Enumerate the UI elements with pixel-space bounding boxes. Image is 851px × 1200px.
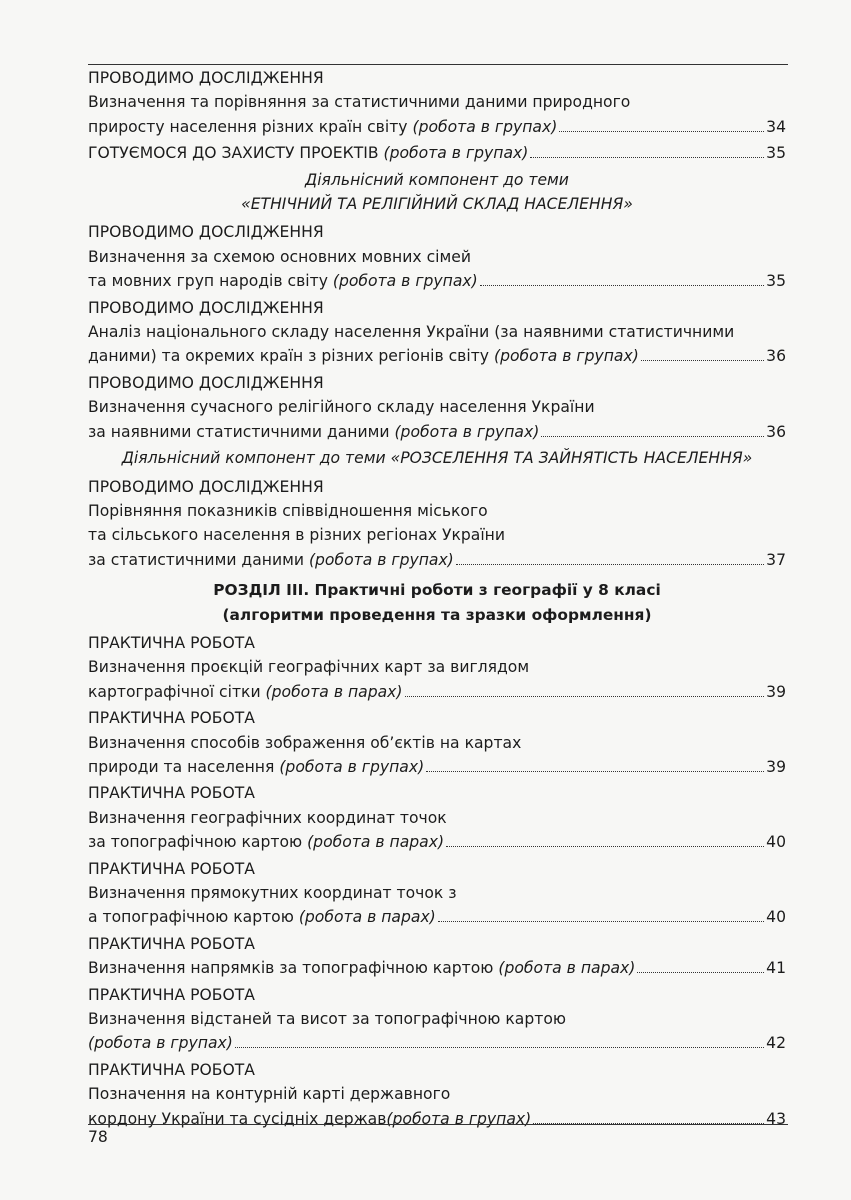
dot-leader <box>426 771 764 772</box>
entry-line: та сільського населення в різних регіонах України <box>88 526 505 545</box>
entry-text <box>88 115 557 139</box>
entry-page-number: 43 <box>766 1109 786 1128</box>
entry-heading: ПРАКТИЧНА РОБОТА <box>88 1060 255 1079</box>
work-format-note: (робота в групах) <box>383 144 529 163</box>
entry-line: Визначення відстаней та висот за топографічною картою <box>88 1010 567 1029</box>
entry-line: Позначення на контурній карті державного <box>88 1085 451 1104</box>
toc-entry <box>88 475 786 573</box>
entry-text <box>88 1107 531 1131</box>
entry-page-number: 36 <box>766 347 786 366</box>
work-format-note: (робота в групах) <box>412 117 558 136</box>
entry-leader-line <box>88 755 786 779</box>
entry-heading: ПРОВОДИМО ДОСЛІДЖЕННЯ <box>88 69 324 87</box>
entry-text <box>88 680 403 704</box>
entry-heading: ПРАКТИЧНА РОБОТА <box>88 709 255 728</box>
entry-leader-line <box>88 905 786 929</box>
entry-page-number: 39 <box>766 757 786 776</box>
entry-text <box>88 344 639 368</box>
toc-entry <box>88 631 786 704</box>
entry-page-number: 42 <box>766 1034 786 1053</box>
entry-page-number: 34 <box>766 117 786 136</box>
entry-title: кордону України та сусідніх держав <box>88 1109 387 1128</box>
entry-title: за топографічною картою <box>88 833 308 852</box>
dot-leader <box>559 131 764 132</box>
entry-line: Визначення способів зображення об’єктів на картах <box>88 733 522 752</box>
entry-text <box>88 1031 233 1055</box>
section-heading <box>88 578 786 627</box>
entry-page-number: 41 <box>766 959 786 978</box>
toc-entry <box>88 1058 786 1131</box>
activity-component-heading <box>88 446 786 470</box>
dot-leader <box>456 564 764 565</box>
page-number: 78 <box>88 1128 108 1146</box>
work-format-note: (робота в групах) <box>332 272 478 291</box>
dot-leader <box>438 921 764 922</box>
entry-leader-line <box>88 115 786 139</box>
entry-line: Визначення сучасного релігійного складу населення України <box>88 398 595 417</box>
entry-line: Визначення географічних координат точок <box>88 808 447 827</box>
entry-text <box>88 548 454 572</box>
work-format-note: (робота в парах) <box>298 908 436 927</box>
entry-text <box>88 956 635 980</box>
entry-title: а топографічною картою <box>88 908 299 927</box>
entry-heading: ПРАКТИЧНА РОБОТА <box>88 859 255 878</box>
entry-heading: ПРОВОДИМО ДОСЛІДЖЕННЯ <box>88 373 324 392</box>
dot-leader <box>405 696 765 697</box>
dot-leader <box>641 360 764 361</box>
entry-page-number: 40 <box>766 908 786 927</box>
toc-entry <box>88 66 786 139</box>
entry-leader-line <box>88 141 786 165</box>
dot-leader <box>530 157 764 158</box>
entry-text <box>88 830 444 854</box>
entry-leader-line <box>88 830 786 854</box>
work-format-note: (робота в групах) <box>88 1034 233 1053</box>
entry-page-number: 35 <box>766 272 786 291</box>
entry-heading: ПРАКТИЧНА РОБОТА <box>88 934 255 953</box>
toc-entry <box>88 220 786 293</box>
entry-title: Визначення напрямків за топографічною картою <box>88 959 499 978</box>
entry-line: Визначення проєкцій географічних карт за виглядом <box>88 658 530 677</box>
entry-title: за статистичними даними <box>88 550 309 569</box>
entry-heading: ПРОВОДИМО ДОСЛІДЖЕННЯ <box>88 298 324 317</box>
entry-page-number: 40 <box>766 833 786 852</box>
work-format-note: (робота в парах) <box>307 833 445 852</box>
entry-text <box>88 905 436 929</box>
entry-page-number: 36 <box>766 422 786 441</box>
entry-heading: ПРОВОДИМО ДОСЛІДЖЕННЯ <box>88 477 324 496</box>
dot-leader <box>637 972 764 973</box>
entry-page-number: 39 <box>766 682 786 701</box>
entry-line: Визначення за схемою основних мовних сімей <box>88 247 471 266</box>
work-format-note: (робота в парах) <box>265 682 403 701</box>
table-of-contents <box>88 66 786 1133</box>
entry-leader-line <box>88 548 786 572</box>
entry-line: Аналіз національного складу населення України (за наявними статистичними <box>88 323 735 342</box>
work-format-note: (робота в групах) <box>308 550 454 569</box>
dot-leader <box>446 846 764 847</box>
entry-heading: ПРАКТИЧНА РОБОТА <box>88 985 255 1004</box>
toc-entry <box>88 706 786 779</box>
entry-text <box>88 420 539 444</box>
dot-leader <box>235 1047 764 1048</box>
activity-component-heading <box>88 168 786 217</box>
entry-leader-line <box>88 344 786 368</box>
work-format-note: (робота в групах) <box>279 757 425 776</box>
work-format-note: (робота в парах) <box>498 959 636 978</box>
section-heading-line: (алгоритми проведення та зразки оформлення) <box>222 605 652 624</box>
toc-entry <box>88 781 786 854</box>
entry-leader-line <box>88 269 786 293</box>
entry-title: даними) та окремих країн з різних регіонів світу <box>88 347 494 366</box>
activity-component-heading-line: «ЕТНІЧНИЙ ТА РЕЛІГІЙНИЙ СКЛАД НАСЕЛЕННЯ» <box>241 195 633 214</box>
entry-leader-line <box>88 680 786 704</box>
entry-line: Порівняння показників співвідношення міського <box>88 501 488 520</box>
entry-heading: ПРАКТИЧНА РОБОТА <box>88 784 255 803</box>
entry-heading: ПРОВОДИМО ДОСЛІДЖЕННЯ <box>88 223 324 242</box>
activity-component-heading-line: Діяльнісний компонент до теми «РОЗСЕЛЕННЯ ТА ЗАЙНЯТІСТЬ НАСЕЛЕННЯ» <box>121 449 753 468</box>
entry-text <box>88 141 528 165</box>
entry-leader-line <box>88 420 786 444</box>
section-heading-line: РОЗДІЛ ІІІ. Практичні роботи з географії у 8 класі <box>213 581 661 600</box>
entry-text <box>88 269 478 293</box>
dot-leader <box>541 436 764 437</box>
toc-entry <box>88 932 786 981</box>
bottom-rule <box>88 1124 788 1125</box>
entry-title: за наявними статистичними даними <box>88 422 395 441</box>
entry-line: Визначення прямокутних координат точок з <box>88 884 457 902</box>
entry-title: картографічної сітки <box>88 682 266 701</box>
entry-leader-line <box>88 1107 786 1131</box>
entry-heading: ПРАКТИЧНА РОБОТА <box>88 633 255 652</box>
toc-entry <box>88 371 786 444</box>
entry-title: ГОТУЄМОСЯ ДО ЗАХИСТУ ПРОЕКТІВ <box>88 144 384 163</box>
entry-page-number: 37 <box>766 550 786 569</box>
toc-entry <box>88 296 786 369</box>
entry-leader-line <box>88 1031 786 1055</box>
dot-leader <box>480 285 764 286</box>
work-format-note: (робота в групах) <box>394 422 540 441</box>
toc-entry <box>88 141 786 165</box>
entry-line: Визначення та порівняння за статистичними даними природного <box>88 93 631 112</box>
entry-text <box>88 755 424 779</box>
entry-title: приросту населення різних країн світу <box>88 117 413 136</box>
toc-entry <box>88 857 786 930</box>
entry-title: та мовних груп народів світу <box>88 272 333 291</box>
work-format-note: (робота в групах) <box>493 347 639 366</box>
toc-entry <box>88 983 786 1056</box>
activity-component-heading-line: Діяльнісний компонент до теми <box>305 170 569 189</box>
entry-page-number: 35 <box>766 144 786 163</box>
top-rule <box>88 64 788 65</box>
entry-leader-line <box>88 956 786 980</box>
work-format-note: (робота в групах) <box>386 1109 532 1128</box>
entry-title: природи та населення <box>88 757 280 776</box>
